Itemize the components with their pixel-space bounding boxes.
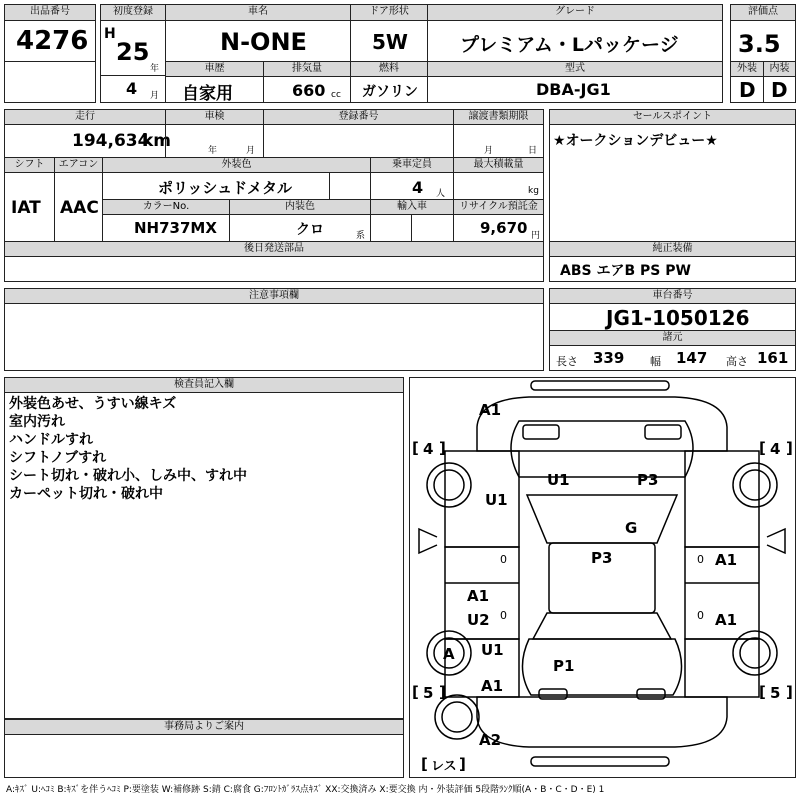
first-reg-month: 4 xyxy=(126,79,138,98)
grade: プレミアム・Lパッケージ xyxy=(460,34,679,56)
import-box xyxy=(370,214,412,242)
fuel-label: 燃料 xyxy=(350,61,428,77)
mark-windshield: G xyxy=(625,519,638,537)
era: H xyxy=(104,26,116,42)
ac: AAC xyxy=(60,198,99,218)
length-label: 長さ xyxy=(556,355,578,368)
model-label: 型式 xyxy=(427,61,723,77)
int-color: クロ xyxy=(296,222,324,238)
transfer-month-unit: 月 xyxy=(484,146,494,156)
inspection-label: 車検 xyxy=(165,109,264,125)
shift-label: シフト xyxy=(4,157,55,173)
ext-color-label: 外装色 xyxy=(102,157,371,173)
month-unit: 月 xyxy=(150,91,160,101)
chassis-number: JG1-1050126 xyxy=(606,306,750,330)
inspector-note: シフトノブすれ xyxy=(9,450,107,466)
svg-text:[: [ xyxy=(421,755,428,773)
ac-label: エアコン xyxy=(54,157,103,173)
shift: IAT xyxy=(11,198,41,218)
chassis-label: 車台番号 xyxy=(549,288,796,304)
options-label: 純正装備 xyxy=(549,241,796,257)
inspector-note: シート切れ・破れ小、しみ中、すれ中 xyxy=(9,468,247,484)
exterior-grade: D xyxy=(739,78,756,102)
svg-text:]: ] xyxy=(786,683,793,701)
first-reg-year: 25 xyxy=(116,38,150,66)
int-color-unit: 系 xyxy=(356,231,366,241)
lot-number: 4276 xyxy=(16,26,89,56)
int-color-label: 内装色 xyxy=(229,199,371,215)
mark-left-rear-door-small: 0 xyxy=(500,609,507,622)
mark-front-left-fender: U1 xyxy=(485,491,508,509)
lot-blank xyxy=(4,61,96,103)
lot-label: 出品番号 xyxy=(4,4,96,21)
mark-front-bumper: A1 xyxy=(479,401,502,419)
inspector-label: 検査員記入欄 xyxy=(4,377,404,393)
capacity: 4 xyxy=(412,178,424,197)
car-name: N-ONE xyxy=(220,28,307,56)
door-type: 5W xyxy=(372,30,408,54)
displacement-unit: cc xyxy=(331,90,341,100)
displacement-label: 排気量 xyxy=(263,61,351,77)
sales-point: ★オークションデビュー★ xyxy=(553,133,718,149)
mark-rear-left-door-2: U2 xyxy=(467,611,490,629)
mileage-unit: km xyxy=(142,131,172,151)
mark-trunk: P1 xyxy=(553,657,575,675)
model-code: DBA-JG1 xyxy=(536,80,611,99)
exterior-label: 外装 xyxy=(730,61,764,77)
regno-box xyxy=(263,124,454,158)
color-no-label: カラーNo. xyxy=(102,199,230,215)
width: 147 xyxy=(676,349,708,367)
legend: A:ｷｽﾞ U:ﾍｺﾐ B:ｷｽﾞを伴うﾍｺﾐ P:要塗装 W:補修跡 S:錆 C:腐食 G:ﾌﾛﾝﾄｶﾞﾗｽ点ｷｽﾞ XX:交換済み X:要交換 内・外装評価 5段階ﾗﾝｸ順(A・B・C・D・E) 1 xyxy=(6,785,605,795)
max-load-label: 最大積載量 xyxy=(453,157,544,173)
color-no: NH737MX xyxy=(134,219,217,237)
mark-rear-right-door: A1 xyxy=(715,611,738,629)
history: 自家用 xyxy=(182,84,233,104)
inspector-note: ハンドルすれ xyxy=(9,432,93,448)
inspector-note: カーペット切れ・破れ中 xyxy=(9,486,163,502)
score-label: 評価点 xyxy=(730,4,796,21)
inspector-note: 外装色あせ、うすい線キズ xyxy=(9,396,177,412)
recycle-unit: 円 xyxy=(531,231,541,241)
ext-color-code-box xyxy=(329,172,371,200)
tire-fl: 4 xyxy=(423,440,434,458)
mark-hood-left: U1 xyxy=(547,471,570,489)
tire-rr: 5 xyxy=(770,684,781,702)
year-unit: 年 xyxy=(150,64,160,74)
recycle-fee: 9,670 xyxy=(480,219,528,237)
interior-label: 内装 xyxy=(763,61,796,77)
svg-text:]: ] xyxy=(786,439,793,457)
svg-text:[: [ xyxy=(412,683,419,701)
interior-grade: D xyxy=(771,78,788,102)
recycle-label: リサイクル預託金 xyxy=(453,199,544,215)
mark-rear-bumper: A2 xyxy=(479,731,502,749)
mark-rear-left-quarter: U1 xyxy=(481,641,504,659)
mark-rear-left-door: A1 xyxy=(467,587,490,605)
mark-left-front-door-small: 0 xyxy=(500,553,507,566)
door-label: ドア形状 xyxy=(350,4,428,21)
later-parts-label: 後日発送部品 xyxy=(4,241,544,257)
svg-text:]: ] xyxy=(459,755,466,773)
notes-box xyxy=(4,303,544,371)
mark-right-rear-door-small: 0 xyxy=(697,609,704,622)
mark-hood-right: P3 xyxy=(637,471,659,489)
later-parts-box xyxy=(4,256,544,282)
mileage: 194,634 xyxy=(72,131,150,151)
height-label: 高さ xyxy=(726,355,748,368)
length: 339 xyxy=(593,349,625,367)
width-label: 幅 xyxy=(650,355,661,368)
svg-text:]: ] xyxy=(439,439,446,457)
capacity-label: 乗車定員 xyxy=(370,157,454,173)
tire-fr: 4 xyxy=(770,440,781,458)
height: 161 xyxy=(757,349,789,367)
inspector-notes xyxy=(9,395,247,503)
history-label: 車歴 xyxy=(165,61,264,77)
import-box-2 xyxy=(411,214,454,242)
svg-text:[: [ xyxy=(412,439,419,457)
dims-label: 諸元 xyxy=(549,330,796,346)
spare-tire: レス xyxy=(431,759,457,774)
score: 3.5 xyxy=(738,30,781,58)
inspector-note: 室内汚れ xyxy=(9,414,65,430)
mark-roof: P3 xyxy=(591,549,613,567)
mark-rear-left-quarter-2: A1 xyxy=(481,677,504,695)
svg-text:[: [ xyxy=(759,683,766,701)
grade-label: グレード xyxy=(427,4,723,21)
office-box xyxy=(4,734,404,778)
svg-text:[: [ xyxy=(759,439,766,457)
first-reg-label: 初度登録 xyxy=(100,4,166,21)
options: ABS エアB PS PW xyxy=(560,263,691,279)
mark-front-right-door: A1 xyxy=(715,551,738,569)
displacement: 660 xyxy=(292,81,326,100)
max-load-unit: kg xyxy=(528,186,539,196)
mark-rear-left-wheel: A xyxy=(443,645,455,663)
svg-text:]: ] xyxy=(439,683,446,701)
fuel: ガソリン xyxy=(362,84,418,100)
inspection-year-unit: 年 xyxy=(208,146,218,156)
capacity-unit: 人 xyxy=(436,189,446,199)
notes-label: 注意事項欄 xyxy=(4,288,544,304)
regno-label: 登録番号 xyxy=(263,109,454,125)
import-label: 輸入車 xyxy=(370,199,454,215)
sales-point-label: セールスポイント xyxy=(549,109,796,125)
mark-right-front-door-small: 0 xyxy=(697,553,704,566)
inspection-month-unit: 月 xyxy=(246,146,256,156)
car-name-label: 車名 xyxy=(165,4,351,21)
car-diagram xyxy=(409,377,796,778)
tire-rl: 5 xyxy=(423,684,434,702)
mileage-label: 走行 xyxy=(4,109,166,125)
ext-color: ポリッシュドメタル xyxy=(158,179,292,197)
transfer-day-unit: 日 xyxy=(528,146,538,156)
office-label: 事務局よりご案内 xyxy=(4,719,404,735)
transfer-label: 譲渡書類期限 xyxy=(453,109,544,125)
